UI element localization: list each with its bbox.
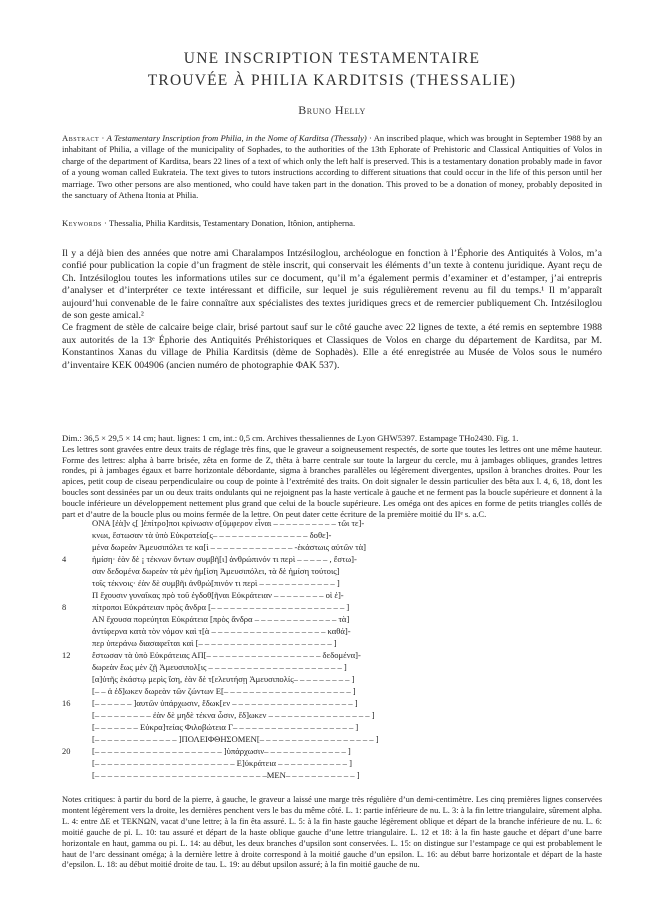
inscription-line: [– – – – – – – – – – – – – – – – – – – – – – Ε]ὐκράτεια – – – – – – – – – – – ] <box>92 758 352 768</box>
inscription-line: σαν δεδομένα δωρεὰν τὰ μὲν ἡμ[ίση Ἀμευσιπόλει, τὰ δὲ ἡμίση τούτοις] <box>92 566 340 576</box>
body-paragraph: Ce fragment de stèle de calcaire beige clair, brisé partout sauf sur le côté gauche avec 22 lignes de texte, a été remis en septembre 1988 aux autorités de la 13ᵉ Éphorie des Antiquités Préhistoriques et Classiques de Volos en charge du département de Karditsa, par M. Konstantinos Xanas du village de Philia Karditsis (dème de Sophadès). Elle a été enregistrée au Musée de Volos sous le numéro d’inventaire KEK 004906 (ancien numéro de photographie ΦΑΚ 537). <box>62 322 602 371</box>
inscription-line: ΟΝΑ [ἐὰ]ν ς[ ]ἐπίτρο]ποι κρίνωσιν σ[ύμφερον εἶναι – – – – – – – – – – τῶι τε]- <box>92 518 365 528</box>
inscription-line: ἡμίση· ἐὰν δὲ ¡ τέκνων ὄντων συμβῆ[ι] ἀνθρώπινόν τι περὶ – – – – – , ἔστω]- <box>92 554 357 564</box>
inscription-line: κνωι, ἔστωσαν τὰ ὑπὸ Εὐκρατεία[ς– – – – – – – – – – – – – – – δοθε]- <box>92 530 332 540</box>
keywords-text: · Thessalia, Philia Karditsis, Testamentary Donation, Itônion, antipherna. <box>101 218 356 228</box>
inscription-line-number: 20 <box>62 747 71 756</box>
dimensions-line: Dim.: 36,5 × 29,5 × 14 cm; haut. lignes: 1 cm, int.: 0,5 cm. Archives thessaliennes de Lyon GHW5397. Estampage THo2430. Fig. 1. <box>62 433 519 443</box>
body-paragraph: Il y a déjà bien des années que notre ami Charalampos Intzésiloglou, archéologue en fonction à l’Éphorie des Antiquités à Volos, m’a confié pour publication la copie d’un fragment de stèle inscrit, qui conservait les éléments d’un texte à contenu juridique. Ayant reçu de Ch. Intzésiloglou toutes les informations utiles sur ce document, qu’il m’a également permis d’examiner et d’estamper, j’ai entrepris d’analyser et d’interpréter ce texte intéressant et difficile, sur lequel je suis régulièrement revenu au fil du temps.¹ Il m’apparaît aujourd’hui convenable de le faire connaître aux spécialistes des textes juridiques grecs et de remercier publiquement Ch. Intzésiloglou de son geste amical.² <box>62 248 602 322</box>
abstract: Abstract · A Testamentary Inscription from Philia, in the Nome of Karditsa (Thessaly) · An inscribed plaque, which was brought in September 1988 by an inhabitant of Philia, a village of the municipality of Sophades, to the authorities of the 13th Ephorate of Prehistoric and Classical Antiquities of Volos in charge of the department of Karditsa, bears 22 lines of a text of which only the left half is preserved. This is a testamentary donation probably made in favor of a young woman called Eukrateia. The text gives to tutors instructions according to different situations that could occur in the life of this person until her marriage. Two other persons are also mentioned, who could have taken part in the donation. This proved to be a donation of money, probably deposited in the sanctuary of Athena Itonia at Philia. <box>62 133 602 201</box>
inscription-line: [– – – – – – ]αυτῶν ὑπάρχωσιν, ἔδωκ[εν – – – – – – – – – – – – – – – – – – – ] <box>92 698 358 708</box>
abstract-label: Abstract <box>62 133 100 143</box>
abstract-text: · An inscribed plaque, which was brought in September 1988 by an inhabitant of Philia, a village of the municipality of Sophades, to the authorities of the 13th Ephorate of Prehistoric and Classical Antiquities of Volos in charge of the department of Karditsa, bears 22 lines of a text of which only the left half is preserved. This is a testamentary donation probably made in favor of a young woman called Eukrateia. The text gives to tutors instructions according to different situations that could occur in the life of this person until her marriage. Two other persons are also mentioned, who could have taken part in the donation. This proved to be a donation of money, probably deposited in the sanctuary of Athena Itonia at Philia. <box>62 133 602 201</box>
inscription-line-number: 12 <box>62 651 71 660</box>
inscription-line: [α]ὐτῆς ἑκάστῳ μερὶς ἴση, ἐὰν δὲ τ[ελευτήσῃ Ἀμευσιπολίς– – – – – – – – – ] <box>92 674 355 684</box>
body-text <box>62 248 602 372</box>
inscription-line-number: 16 <box>62 699 71 708</box>
inscription-line: περ ὑπεράνω διασαφεῖται καὶ [– – – – – – – – – – – – – – – – – – – – – ] <box>92 638 337 648</box>
inscription-line-number: 8 <box>62 603 67 612</box>
inscription-line: [– – ἀ ἐδ]ωκεν δωρεὰν τῶν ζώντων Ε[– – – – – – – – – – – – – – – – – – – – ] <box>92 686 356 696</box>
inscription-line: ἔστωσαν τὰ ὑπὸ Εὐκράτειας ΑΠ[– – – – – – – – – – – – – – – – – – δεδομένα]- <box>92 650 361 660</box>
inscription-line: [– – – – – – – – – – – – – – – – – – – – – – – – – – –ΜΕΝ– – – – – – – – – – – ] <box>92 770 360 780</box>
letter-description: Les lettres sont gravées entre deux traits de réglage très fins, que le graveur a soigneusement respectés, de sorte que toutes les lettres ont une même hauteur. Forme des lettres: alpha à barre brisée, zêta en forme de Z, thêta à barre centrale sur toute la largeur du cercle, mu à jambages obliques, grandes lettres rondes, pi à jambages égaux et barre horizontale débordante, sigma à branches parallèles ou légèrement divergentes, upsilon à branches droites. Pour les apices, petit coup de ciseau perpendiculaire ou coup de pointe à l’extrémité des traits. On doit signaler le dessin particulier des bêta aux l. 4, 6, 18, dont les boucles sont dessinées par un ou deux traits ondulants qui ne rejoignent pas la haste verticale à gauche et ne ferment pas la boucle supérieure et donnent à la boucle inférieure un développement nettement plus grand que celui de la boucle supérieure. Les oméga ont des apices en forme de petits triangles collés de part et d’autre de la boucle plus ou moins fermée de la lettre. On peut dater cette écriture de la première moitié du IIᵉ s. a.C. <box>62 443 602 519</box>
inscription-line: πίτροποι Εὐκράτειαν πρὸς ἄνδρα [– – – – – – – – – – – – – – – – – – – – – ] <box>92 602 350 612</box>
inscription-line: μένα δωρεὰν Ἀμευσιπόλει τε κα[ὶ – – – – – – – – – – – – – -ἑκάστωις αὐτῶν τὰ] <box>92 542 367 552</box>
keywords <box>62 218 602 229</box>
author-name: Bruno Helly <box>298 103 366 117</box>
description-block <box>62 433 602 519</box>
inscription-line: ἀντίφερνα κατὰ τὸν νόμον καὶ τ[ὰ – – – – – – – – – – – – – – – – – – καθά]- <box>92 626 351 636</box>
article-title-line-2: TROUVÉE À PHILIA KARDITSIS (THESSALIE) <box>147 72 517 89</box>
abstract-title: A Testamentary Inscription from Philia, in the Nome of Karditsa (Thessaly) <box>106 133 367 143</box>
inscription-line: [– – – – – – – – – – – – – – – – – – – – ]ὑπάρχωσιν– – – – – – – – – – – – – ] <box>92 746 351 756</box>
article-title-line-1: UNE INSCRIPTION TESTAMENTAIRE <box>183 50 481 67</box>
critical-notes: Notes critiques: à partir du bord de la pierre, à gauche, le graveur a laissé une marge très régulière d’un demi-centimètre. Les cinq premières lignes conservées montent légèrement vers la droite, les dernières penchent vers le bas du même côté. L. 1: partie inférieure de nu. L. 3: à la fin lettre triangulaire, sûrement alpha. L. 4: entre ΔΕ et ΤΕΚΝΩΝ, vacat d’une lettre; à la fin êta assuré. L. 5: à la fin haste gauche légèrement oblique et départ de la branche inférieure de nu. L. 6: moitié gauche de pi. L. 10: tau assuré et départ de la haste oblique gauche d’une lettre triangulaire. L. 12 et 18: à la fin haste gauche et départ d’une barre horizontale en haut, gamma ou pi. L. 14: au début, les deux branches d’upsilon sont conservées. L. 15: on distingue sur l’estampage ce qui est probablement le haut de l’arc dessinant oméga; à la dernière lettre à droite correspond à la moitié gauche d’un epsilon. L. 16: au début barre horizontale et départ de la haste d’epsilon. L. 18: au début moitié droite de tau. L. 19: au début upsilon assuré; à la fin moitié gauche de nu. <box>62 795 602 870</box>
inscription-line: [– – – – – – – – – ἐὰν δὲ μηδὲ τέκνα ὦσιν, ἔδ]ωκεν – – – – – – – – – – – – – – – – ] <box>92 710 375 720</box>
keywords-label: Keywords <box>62 218 102 228</box>
inscription-line: τοῖς τέκνοις· ἐὰν δὲ συμβῆι ἀνθρώ[πινόν τι περὶ – – – – – – – – – – – – ] <box>92 578 340 588</box>
inscription-line: [– – – – – – – – – – – – – ]ΠΟΛΕΙΦΘΗΣΟΜΕΝ[– – – – – – – – – – – – – – – – – – ] <box>92 734 379 744</box>
inscription-line: ΑΝ ἔχουσα πορεύηται Εὐκράτεια [πρὸς ἄνδρα – – – – – – – – – – – – – τὰ] <box>92 614 350 624</box>
inscription-line: [– – – – – – – Εὐκρα]τείας Φιλοβώτεια Γ– – – – – – – – – – – – – – – – – – – ] <box>92 722 359 732</box>
inscription-line: δωρεὰν ἕως μὲν ζῇ Ἀμευσιπολ[ις – – – – – – – – – – – – – – – – – – – – – ] <box>92 662 347 672</box>
inscription-line-number: 4 <box>62 555 67 564</box>
inscription-line: Π ἔχουσιν γυναῖκας πρὸ τοῦ ἐγδοθ[ῆναι Εὐκράτειαν – – – – – – – – οἱ ἐ]- <box>92 590 344 600</box>
